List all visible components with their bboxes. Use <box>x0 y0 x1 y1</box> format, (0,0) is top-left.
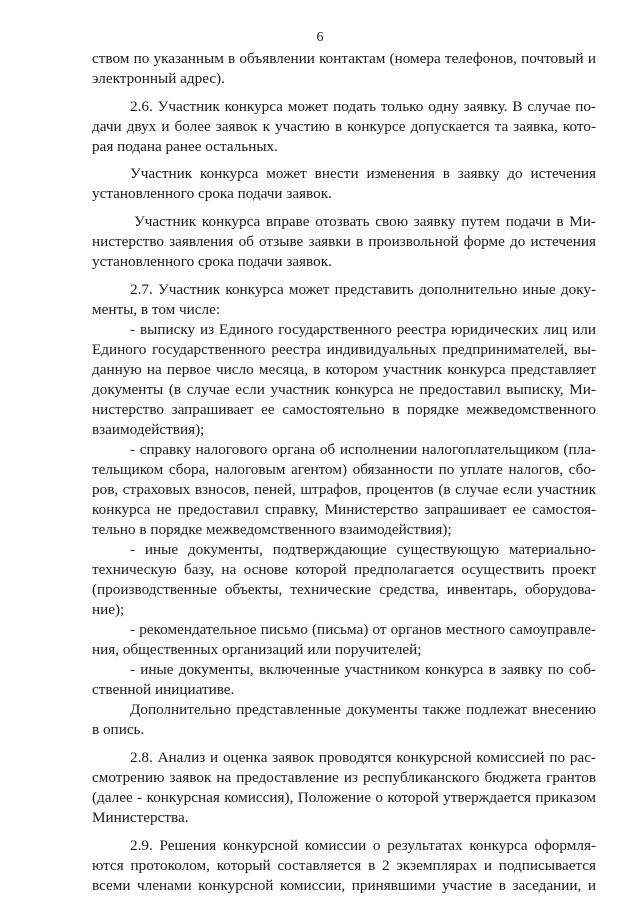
text-line: нистерство запрашивает ее самостоятельно в порядке межведомственного <box>92 401 596 418</box>
text-line: Единого государственного реестра индивидуальных предпринимателей, вы- <box>92 341 596 358</box>
text-line: 2.6. Участник конкурса может подать только одну заявку. В случае по- <box>130 98 596 115</box>
text-line: конкурса не предоставил справку, Министерство запрашивает ее самостоя- <box>92 501 596 518</box>
text-line: данную на первое число месяца, в котором участник конкурса представляет <box>92 361 596 378</box>
text-line: (производственные объекты, технические средства, инвентарь, оборудова- <box>92 581 596 598</box>
text-line: - иные документы, включенные участником конкурса в заявку по соб- <box>130 661 596 678</box>
text-line: ством по указанным в объявлении контактам (номера телефонов, почтовый и <box>92 50 596 67</box>
page-number: 6 <box>316 30 324 45</box>
text-line: 2.9. Решения конкурсной комиссии о результатах конкурса оформля- <box>130 837 596 854</box>
text-line: установленного срока подачи заявок. <box>92 185 332 202</box>
text-line: всеми членами конкурсной комиссии, принявшими участие в заседании, и <box>92 877 596 894</box>
text-line: тельщиком сбора, налоговым агентом) обязанности по уплате налогов, сбо- <box>92 461 596 478</box>
text-line: тельно в порядке межведомственного взаимодействия); <box>92 521 452 538</box>
text-line: в опись. <box>92 721 145 738</box>
text-line: 2.7. Участник конкурса может представить дополнительно иные доку- <box>130 281 596 298</box>
text-line: - выписку из Единого государственного реестра юридических лиц или <box>130 321 596 338</box>
text-line: Дополнительно представленные документы также подлежат внесению <box>130 701 596 718</box>
text-line: взаимодействия); <box>92 421 205 438</box>
text-line: - справку налогового органа об исполнении налогоплательщиком (пла- <box>130 441 596 458</box>
text-line: Министерства. <box>92 809 189 826</box>
text-line: - иные документы, подтверждающие существующую материально- <box>130 541 596 558</box>
text-line: нистерство заявления об отзыве заявки в произвольной форме до истечения <box>92 233 596 250</box>
text-line: ния, общественных организаций или поручителей; <box>92 641 422 658</box>
text-line: установленного срока подачи заявок. <box>92 253 332 270</box>
text-line: рая подана ранее остальных. <box>92 138 278 155</box>
text-line: ние); <box>92 601 125 618</box>
text-line: менты, в том числе: <box>92 301 221 318</box>
text-line: - рекомендательное письмо (письма) от органов местного самоуправле- <box>130 621 596 638</box>
text-line: (далее - конкурсная комиссия), Положение о которой утверждается приказом <box>92 789 596 806</box>
text-line: ственной инициативе. <box>92 681 235 698</box>
text-line: 2.8. Анализ и оценка заявок проводятся конкурсной комиссией по рас- <box>130 749 596 766</box>
text-line: дачи двух и более заявок к участию в конкурсе допускается та заявка, кото- <box>92 118 596 135</box>
text-line: техническую базу, на основе которой предполагается осуществить проект <box>92 561 596 578</box>
text-line: ров, страховых взносов, пеней, штрафов, процентов (в случае если участник <box>92 481 596 498</box>
text-line: Участник конкурса может внести изменения в заявку до истечения <box>130 165 596 182</box>
text-line: электронный адрес). <box>92 70 225 87</box>
text-line: смотрению заявок на предоставление из республиканского бюджета грантов <box>92 769 596 786</box>
text-line: Участник конкурса вправе отозвать свою заявку путем подачи в Ми- <box>134 213 596 230</box>
text-line: документы (в случае если участник конкурса не предоставил выписку, Ми- <box>92 381 596 398</box>
text-line: ются протоколом, который составляется в 2 экземплярах и подписывается <box>92 857 596 874</box>
